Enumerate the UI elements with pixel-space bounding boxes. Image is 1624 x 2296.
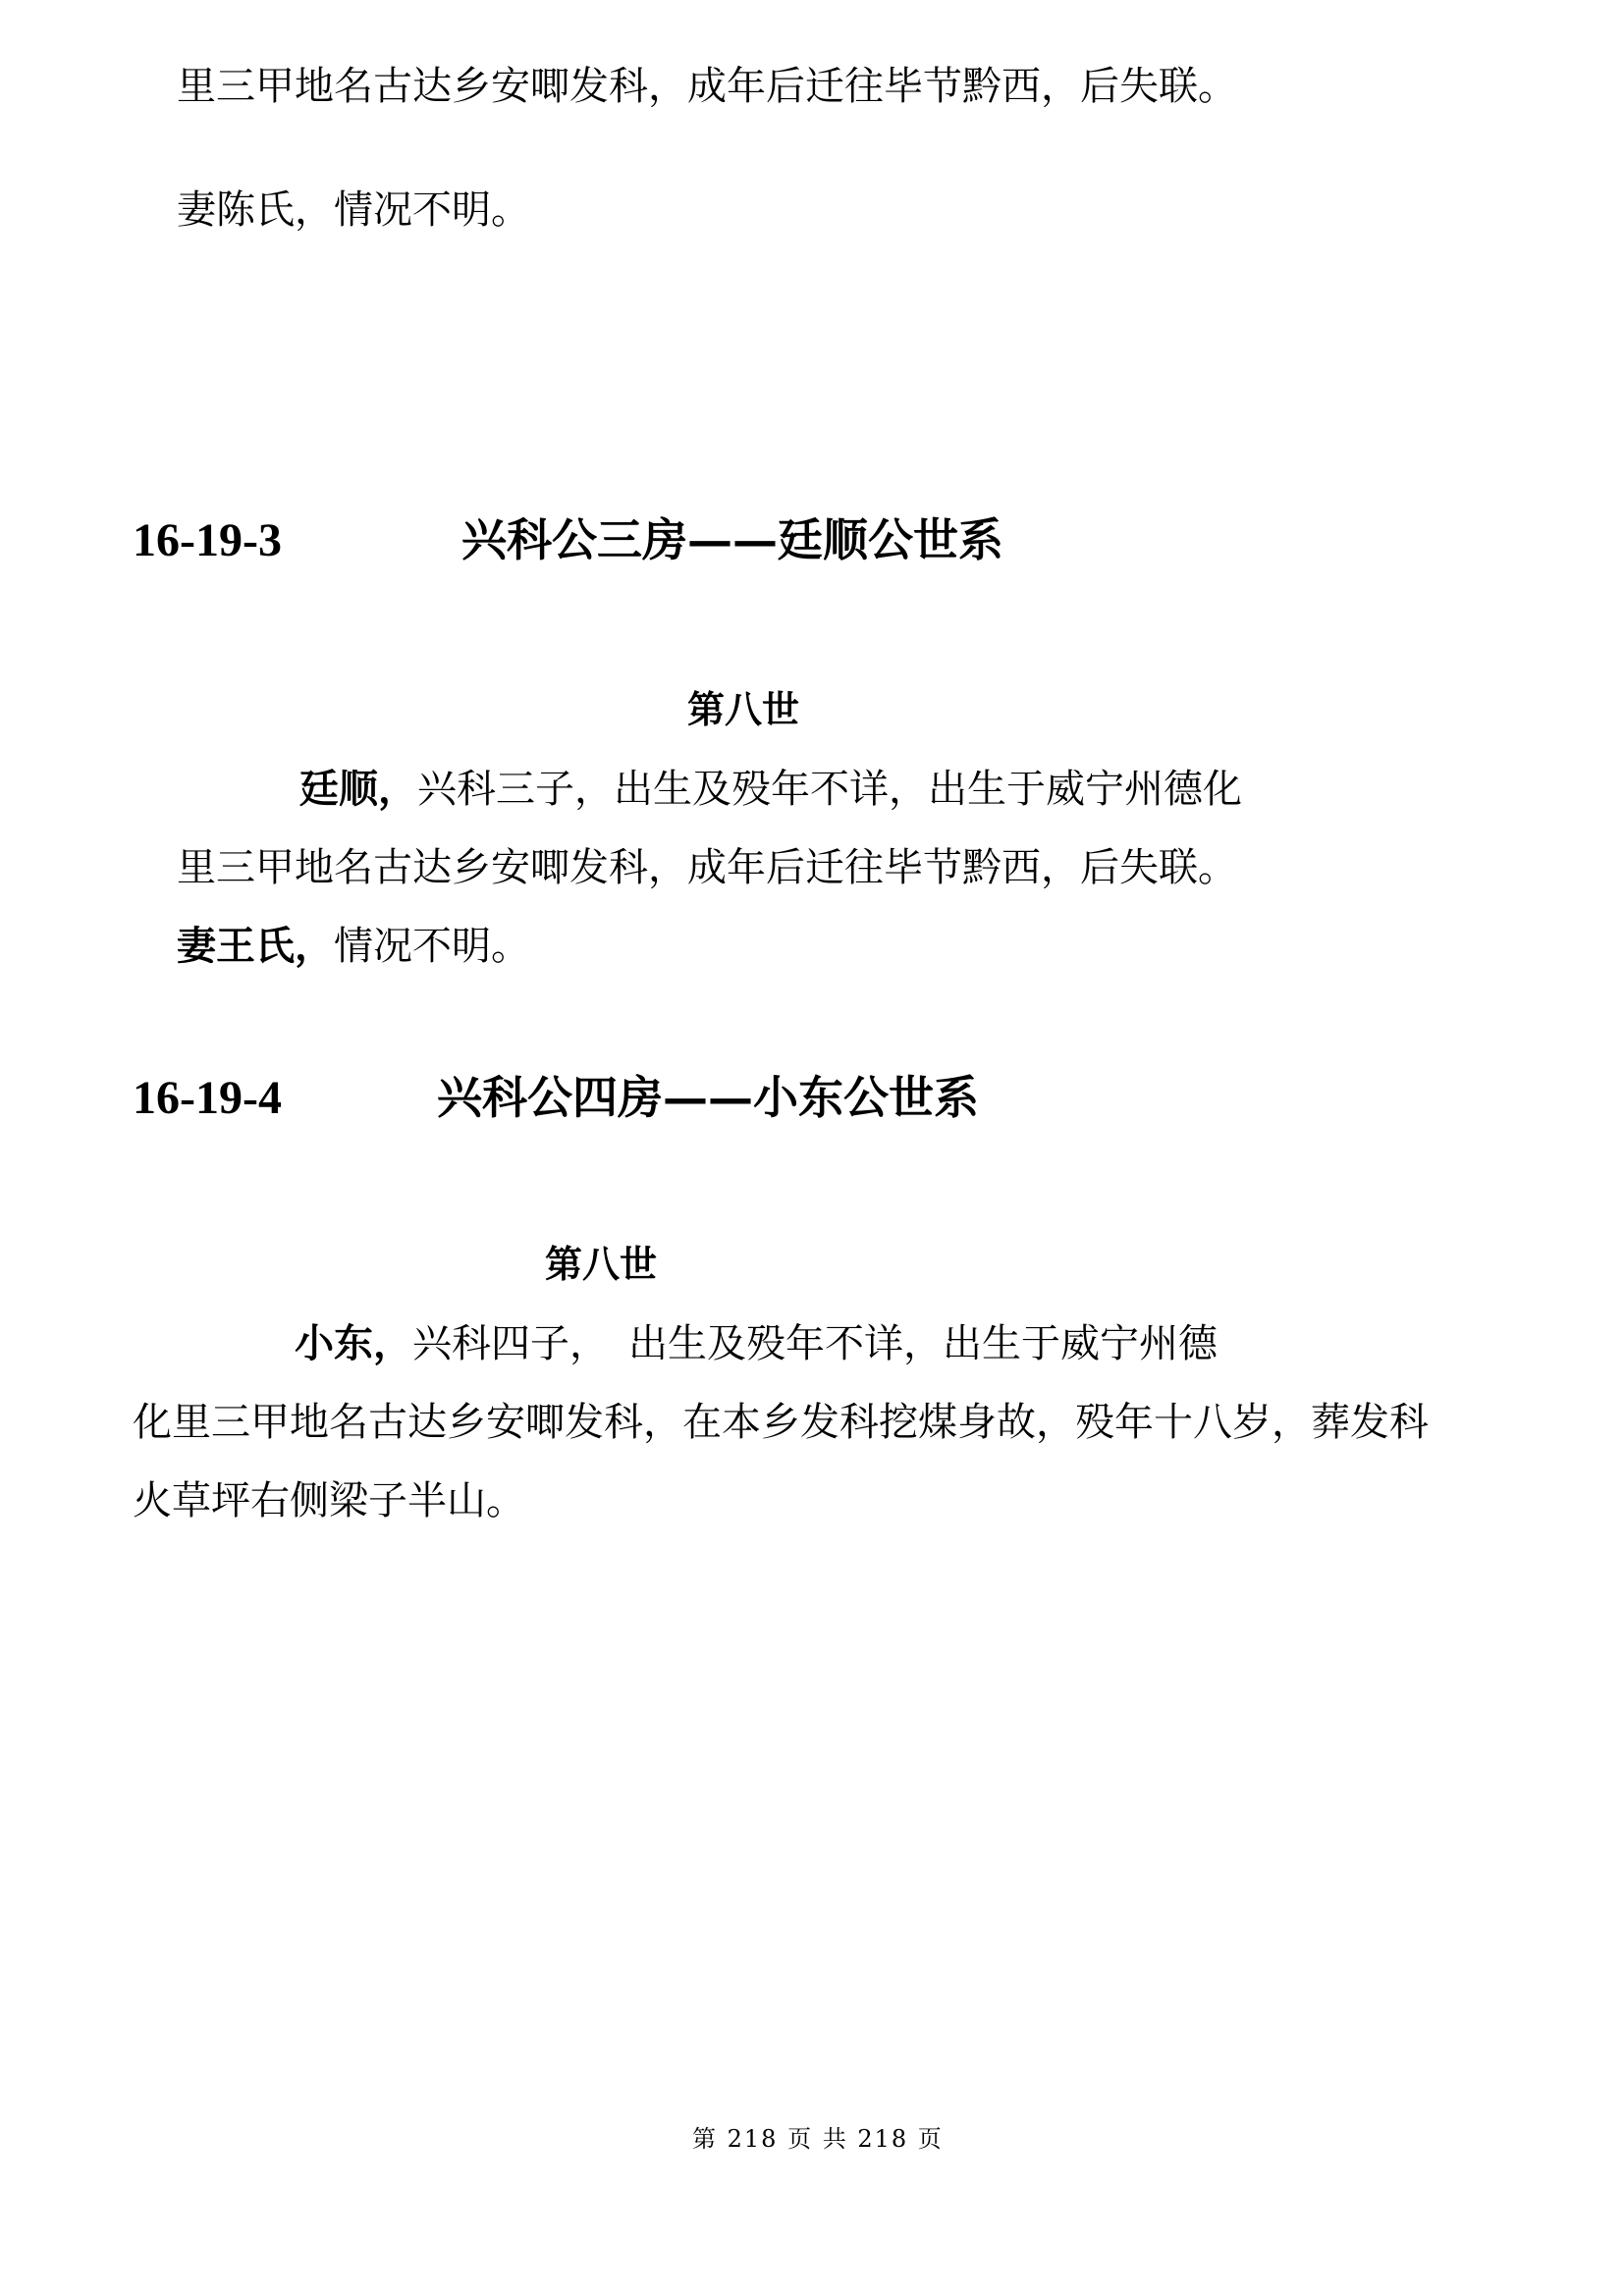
wife-text: 情况不明。 — [334, 924, 530, 969]
section-code: 16-19-4 — [133, 1072, 282, 1124]
paragraph-line: 里三甲地名古达乡安唧发科，成年后迁往毕节黔西，后失联。 — [177, 64, 1237, 109]
section-heading — [133, 512, 282, 568]
person-text: 兴科三子，出生及殁年不详，出生于威宁州德化 — [417, 767, 1242, 812]
person-text: 兴科四子， 出生及殁年不详，出生于威宁州德 — [412, 1321, 1218, 1366]
section-code: 16-19-3 — [133, 514, 282, 566]
paragraph-line — [295, 1320, 1218, 1367]
paragraph-line: 里三甲地名古达乡安唧发科，成年后迁往毕节黔西，后失联。 — [177, 845, 1237, 890]
paragraph-line: 妻陈氏，情况不明。 — [177, 187, 530, 233]
paragraph-line: 化里三甲地名古达乡安唧发科，在本乡发科挖煤身故，殁年十八岁，葬发科 — [133, 1400, 1429, 1445]
person-name: 廷顺， — [299, 766, 417, 812]
generation-label: 第八世 — [545, 1242, 658, 1286]
page-number: 第 218 页 共 218 页 — [692, 2125, 944, 2153]
section-title: 兴科公三房——廷顺公世系 — [461, 513, 1003, 566]
paragraph-line — [177, 923, 530, 970]
generation-label: 第八世 — [687, 687, 800, 731]
paragraph-line — [299, 766, 1242, 813]
paragraph-line: 火草坪右侧梁子半山。 — [133, 1478, 525, 1523]
person-name: 小东， — [295, 1320, 412, 1366]
wife-name: 妻王氏， — [177, 923, 334, 969]
section-heading — [133, 1070, 282, 1126]
section-title: 兴科公四房——小东公世系 — [437, 1071, 979, 1124]
